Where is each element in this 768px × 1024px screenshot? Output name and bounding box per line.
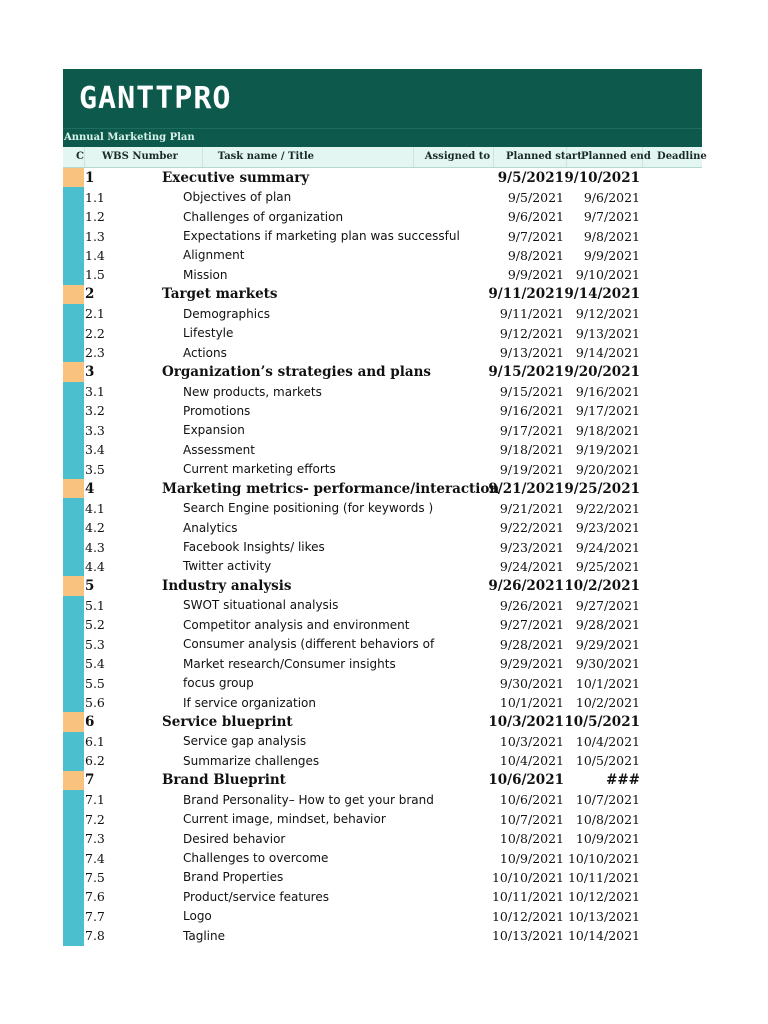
wbs-number-cell[interactable]: 4.3 bbox=[85, 539, 105, 555]
wbs-number-cell[interactable]: 3.5 bbox=[85, 461, 105, 477]
wbs-number-cell[interactable]: 7.3 bbox=[85, 831, 105, 847]
planned-end-cell[interactable]: 9/7/2021 bbox=[583, 209, 640, 225]
column-header-start[interactable]: Planned start bbox=[494, 147, 567, 167]
wbs-number-cell[interactable]: 5.4 bbox=[85, 656, 105, 672]
planned-start-cell[interactable]: 9/27/2021 bbox=[499, 617, 564, 633]
task-row[interactable] bbox=[63, 518, 702, 537]
task-name-cell[interactable]: Service blueprint bbox=[162, 713, 293, 730]
planned-start-cell[interactable]: 9/15/2021 bbox=[488, 364, 564, 381]
wbs-number-cell[interactable]: 7.1 bbox=[85, 792, 105, 808]
planned-start-cell[interactable]: 10/12/2021 bbox=[491, 908, 564, 924]
task-name-cell[interactable]: Logo bbox=[183, 909, 212, 924]
row-color-marker[interactable] bbox=[63, 596, 84, 615]
planned-end-cell[interactable]: 9/30/2021 bbox=[575, 656, 640, 672]
phase-row[interactable] bbox=[63, 771, 702, 790]
task-row[interactable] bbox=[63, 246, 702, 265]
task-row[interactable] bbox=[63, 926, 702, 945]
phase-row[interactable] bbox=[63, 479, 702, 498]
wbs-number-cell[interactable]: 3 bbox=[85, 364, 95, 381]
wbs-number-cell[interactable]: 4.4 bbox=[85, 558, 105, 574]
phase-row[interactable] bbox=[63, 168, 702, 187]
task-name-cell[interactable]: Brand Properties bbox=[183, 870, 284, 885]
task-row[interactable] bbox=[63, 537, 702, 556]
planned-start-cell[interactable]: 10/1/2021 bbox=[499, 695, 564, 711]
planned-start-cell[interactable]: 10/3/2021 bbox=[499, 733, 564, 749]
planned-end-cell[interactable]: ### bbox=[606, 772, 640, 789]
planned-end-cell[interactable]: 10/7/2021 bbox=[575, 792, 640, 808]
wbs-number-cell[interactable]: 1 bbox=[85, 169, 95, 186]
row-color-marker[interactable] bbox=[63, 187, 84, 206]
task-name-cell[interactable]: Target markets bbox=[162, 286, 278, 303]
wbs-number-cell[interactable]: 7.7 bbox=[85, 908, 105, 924]
task-row[interactable] bbox=[63, 829, 702, 848]
planned-start-cell[interactable]: 9/26/2021 bbox=[488, 577, 564, 594]
wbs-number-cell[interactable]: 3.2 bbox=[85, 403, 105, 419]
task-row[interactable] bbox=[63, 907, 702, 926]
task-row[interactable] bbox=[63, 187, 702, 206]
task-name-cell[interactable]: Executive summary bbox=[162, 169, 310, 186]
wbs-number-cell[interactable]: 7.4 bbox=[85, 850, 105, 866]
planned-end-cell[interactable]: 9/14/2021 bbox=[575, 345, 640, 361]
task-row[interactable] bbox=[63, 751, 702, 770]
wbs-number-cell[interactable]: 1.2 bbox=[85, 209, 105, 225]
planned-end-cell[interactable]: 9/25/2021 bbox=[564, 480, 640, 497]
planned-start-cell[interactable]: 9/6/2021 bbox=[507, 209, 564, 225]
header-banner bbox=[63, 69, 702, 128]
row-color-marker[interactable] bbox=[63, 848, 84, 867]
task-row[interactable] bbox=[63, 732, 702, 751]
row-color-marker[interactable] bbox=[63, 576, 84, 595]
wbs-number-cell[interactable]: 5.2 bbox=[85, 617, 105, 633]
task-name-cell[interactable]: Search Engine positioning (for keywords ) bbox=[183, 501, 434, 516]
planned-start-cell[interactable]: 9/8/2021 bbox=[507, 247, 564, 263]
task-row[interactable] bbox=[63, 382, 702, 401]
planned-start-cell[interactable]: 10/9/2021 bbox=[499, 850, 564, 866]
row-color-marker[interactable] bbox=[63, 693, 84, 712]
planned-start-cell[interactable]: 9/24/2021 bbox=[499, 558, 564, 574]
planned-end-cell[interactable]: 9/10/2021 bbox=[564, 169, 640, 186]
planned-start-cell[interactable]: 9/15/2021 bbox=[499, 384, 564, 400]
wbs-number-cell[interactable]: 6.1 bbox=[85, 733, 105, 749]
task-row[interactable] bbox=[63, 421, 702, 440]
task-name-cell[interactable]: focus group bbox=[183, 676, 254, 691]
task-name-cell[interactable]: Objectives of plan bbox=[183, 190, 292, 205]
task-name-cell[interactable]: Brand Blueprint bbox=[162, 772, 286, 789]
task-name-cell[interactable]: If service organization bbox=[183, 695, 316, 710]
task-name-cell[interactable]: Brand Personality– How to get your brand bbox=[183, 792, 434, 807]
row-color-marker[interactable] bbox=[63, 907, 84, 926]
planned-start-cell[interactable]: 10/6/2021 bbox=[499, 792, 564, 808]
column-header-task[interactable]: Task name / Title bbox=[203, 147, 415, 167]
row-color-marker[interactable] bbox=[63, 246, 84, 265]
planned-start-cell[interactable]: 9/18/2021 bbox=[499, 442, 564, 458]
wbs-number-cell[interactable]: 3.1 bbox=[85, 384, 105, 400]
task-row[interactable] bbox=[63, 460, 702, 479]
planned-end-cell[interactable]: 10/2/2021 bbox=[575, 695, 640, 711]
wbs-number-cell[interactable]: 7.6 bbox=[85, 889, 105, 905]
task-name-cell[interactable]: Current marketing efforts bbox=[183, 462, 336, 477]
ganttpro-logo: GANTTPRO bbox=[79, 81, 232, 116]
task-name-cell[interactable]: Challenges of organization bbox=[183, 209, 344, 224]
planned-end-cell[interactable]: 9/13/2021 bbox=[575, 325, 640, 341]
wbs-number-cell[interactable]: 4.1 bbox=[85, 500, 105, 516]
wbs-number-cell[interactable]: 5.5 bbox=[85, 675, 105, 691]
planned-end-cell[interactable]: 10/11/2021 bbox=[567, 869, 640, 885]
task-name-cell[interactable]: Facebook Insights/ likes bbox=[183, 540, 325, 555]
planned-end-cell[interactable]: 9/6/2021 bbox=[583, 189, 640, 205]
planned-start-cell[interactable]: 9/9/2021 bbox=[507, 267, 564, 283]
task-name-cell[interactable]: Assessment bbox=[183, 442, 255, 457]
planned-start-cell[interactable]: 10/6/2021 bbox=[488, 772, 564, 789]
planned-end-cell[interactable]: 9/20/2021 bbox=[575, 461, 640, 477]
wbs-number-cell[interactable]: 6.2 bbox=[85, 753, 105, 769]
task-name-cell[interactable]: Analytics bbox=[183, 520, 238, 535]
task-name-cell[interactable]: Demographics bbox=[183, 306, 270, 321]
column-header-deadline[interactable]: Deadline bbox=[657, 151, 707, 162]
planned-start-cell[interactable]: 9/11/2021 bbox=[499, 306, 564, 322]
planned-start-cell[interactable]: 10/3/2021 bbox=[488, 713, 564, 730]
planned-start-cell[interactable]: 9/21/2021 bbox=[488, 480, 564, 497]
phase-row[interactable] bbox=[63, 362, 702, 381]
planned-start-cell[interactable]: 10/10/2021 bbox=[491, 869, 564, 885]
column-header-c[interactable]: C bbox=[63, 147, 85, 167]
task-name-cell[interactable]: Desired behavior bbox=[183, 831, 286, 846]
planned-end-cell[interactable]: 9/10/2021 bbox=[575, 267, 640, 283]
planned-end-cell[interactable]: 9/25/2021 bbox=[575, 558, 640, 574]
wbs-number-cell[interactable]: 5.6 bbox=[85, 695, 105, 711]
task-row[interactable] bbox=[63, 324, 702, 343]
task-row[interactable] bbox=[63, 265, 702, 284]
planned-end-cell[interactable]: 9/17/2021 bbox=[575, 403, 640, 419]
row-color-marker[interactable] bbox=[63, 226, 84, 245]
row-color-marker[interactable] bbox=[63, 168, 84, 187]
task-name-cell[interactable]: Consumer analysis (different behaviors of bbox=[183, 637, 435, 652]
row-color-marker[interactable] bbox=[63, 518, 84, 537]
wbs-number-cell[interactable]: 5 bbox=[85, 577, 95, 594]
row-color-marker[interactable] bbox=[63, 771, 84, 790]
row-color-marker[interactable] bbox=[63, 401, 84, 420]
task-name-cell[interactable]: Tagline bbox=[183, 928, 225, 943]
row-color-marker[interactable] bbox=[63, 654, 84, 673]
task-name-cell[interactable]: Industry analysis bbox=[162, 577, 292, 594]
task-row[interactable] bbox=[63, 207, 702, 226]
planned-end-cell[interactable]: 9/8/2021 bbox=[583, 228, 640, 244]
wbs-number-cell[interactable]: 4.2 bbox=[85, 520, 105, 536]
wbs-number-cell[interactable]: 7.2 bbox=[85, 811, 105, 827]
wbs-number-cell[interactable]: 4 bbox=[85, 480, 95, 497]
task-name-cell[interactable]: New products, markets bbox=[183, 384, 322, 399]
task-row[interactable] bbox=[63, 557, 702, 576]
task-row[interactable] bbox=[63, 693, 702, 712]
task-name-cell[interactable]: Competitor analysis and environment bbox=[183, 617, 410, 632]
row-color-marker[interactable] bbox=[63, 868, 84, 887]
row-color-marker[interactable] bbox=[63, 460, 84, 479]
planned-start-cell[interactable]: 9/13/2021 bbox=[499, 345, 564, 361]
planned-end-cell[interactable]: 10/14/2021 bbox=[567, 928, 640, 944]
row-color-marker[interactable] bbox=[63, 537, 84, 556]
row-color-marker[interactable] bbox=[63, 343, 84, 362]
row-color-marker[interactable] bbox=[63, 421, 84, 440]
planned-end-cell[interactable]: 10/13/2021 bbox=[567, 908, 640, 924]
wbs-number-cell[interactable]: 1.1 bbox=[85, 189, 105, 205]
task-row[interactable] bbox=[63, 673, 702, 692]
planned-start-cell[interactable]: 9/11/2021 bbox=[488, 286, 564, 303]
wbs-number-cell[interactable]: 6 bbox=[85, 713, 95, 730]
spreadsheet bbox=[63, 69, 707, 946]
planned-end-cell[interactable]: 9/23/2021 bbox=[575, 520, 640, 536]
planned-end-cell[interactable]: 10/10/2021 bbox=[567, 850, 640, 866]
row-color-marker[interactable] bbox=[63, 285, 84, 304]
wbs-number-cell[interactable]: 7.5 bbox=[85, 869, 105, 885]
task-row[interactable] bbox=[63, 401, 702, 420]
wbs-number-cell[interactable]: 2.1 bbox=[85, 306, 105, 322]
task-row[interactable] bbox=[63, 635, 702, 654]
task-row[interactable] bbox=[63, 596, 702, 615]
column-header-row bbox=[63, 147, 707, 168]
planned-start-cell[interactable]: 9/17/2021 bbox=[499, 422, 564, 438]
task-name-cell[interactable]: Lifestyle bbox=[183, 326, 234, 341]
task-name-cell[interactable]: Challenges to overcome bbox=[183, 851, 329, 866]
row-color-marker[interactable] bbox=[63, 635, 84, 654]
task-name-cell[interactable]: Expansion bbox=[183, 423, 245, 438]
planned-start-cell[interactable]: 9/30/2021 bbox=[499, 675, 564, 691]
task-name-cell[interactable]: Summarize challenges bbox=[183, 753, 320, 768]
row-color-marker[interactable] bbox=[63, 829, 84, 848]
planned-start-cell[interactable]: 10/4/2021 bbox=[499, 753, 564, 769]
row-color-marker[interactable] bbox=[63, 362, 84, 381]
row-color-marker[interactable] bbox=[63, 712, 84, 731]
row-color-marker[interactable] bbox=[63, 479, 84, 498]
row-color-marker[interactable] bbox=[63, 557, 84, 576]
task-name-cell[interactable]: Alignment bbox=[183, 248, 245, 263]
task-row[interactable] bbox=[63, 343, 702, 362]
task-row[interactable] bbox=[63, 809, 702, 828]
planned-start-cell[interactable]: 10/11/2021 bbox=[491, 889, 564, 905]
wbs-number-cell[interactable]: 1.3 bbox=[85, 228, 105, 244]
planned-start-cell[interactable]: 9/21/2021 bbox=[499, 500, 564, 516]
planned-start-cell[interactable]: 9/5/2021 bbox=[507, 189, 564, 205]
task-row[interactable] bbox=[63, 848, 702, 867]
planned-start-cell[interactable]: 9/16/2021 bbox=[499, 403, 564, 419]
row-color-marker[interactable] bbox=[63, 304, 84, 323]
row-color-marker[interactable] bbox=[63, 265, 84, 284]
task-name-cell[interactable]: Actions bbox=[183, 345, 227, 360]
wbs-number-cell[interactable]: 7.8 bbox=[85, 928, 105, 944]
phase-row[interactable] bbox=[63, 712, 702, 731]
task-name-cell[interactable]: Market research/Consumer insights bbox=[183, 656, 396, 671]
planned-end-cell[interactable]: 9/29/2021 bbox=[575, 636, 640, 652]
column-header-assigned[interactable]: Assigned to bbox=[414, 147, 494, 167]
task-name-cell[interactable]: Mission bbox=[183, 267, 228, 282]
planned-start-cell[interactable]: 9/19/2021 bbox=[499, 461, 564, 477]
task-row[interactable] bbox=[63, 498, 702, 517]
task-row[interactable] bbox=[63, 654, 702, 673]
row-color-marker[interactable] bbox=[63, 382, 84, 401]
planned-start-cell[interactable]: 9/7/2021 bbox=[507, 228, 564, 244]
phase-row[interactable] bbox=[63, 576, 702, 595]
row-color-marker[interactable] bbox=[63, 751, 84, 770]
task-name-cell[interactable]: Service gap analysis bbox=[183, 734, 307, 749]
planned-end-cell[interactable]: 9/22/2021 bbox=[575, 500, 640, 516]
column-header-end[interactable]: Planned end bbox=[567, 147, 643, 167]
row-color-marker[interactable] bbox=[63, 926, 84, 945]
row-color-marker[interactable] bbox=[63, 673, 84, 692]
planned-end-cell[interactable]: 9/12/2021 bbox=[575, 306, 640, 322]
task-name-cell[interactable]: Twitter activity bbox=[183, 559, 272, 574]
task-row[interactable] bbox=[63, 226, 702, 245]
wbs-number-cell[interactable]: 2.2 bbox=[85, 325, 105, 341]
wbs-number-cell[interactable]: 1.4 bbox=[85, 247, 105, 263]
planned-start-cell[interactable]: 9/26/2021 bbox=[499, 597, 564, 613]
task-row[interactable] bbox=[63, 868, 702, 887]
wbs-number-cell[interactable]: 5.3 bbox=[85, 636, 105, 652]
planned-start-cell[interactable]: 10/7/2021 bbox=[499, 811, 564, 827]
planned-start-cell[interactable]: 9/28/2021 bbox=[499, 636, 564, 652]
sheet-title: Annual Marketing Plan bbox=[63, 128, 702, 147]
planned-end-cell[interactable]: 9/20/2021 bbox=[564, 364, 640, 381]
row-color-marker[interactable] bbox=[63, 732, 84, 751]
task-row[interactable] bbox=[63, 615, 702, 634]
wbs-number-cell[interactable]: 2 bbox=[85, 286, 95, 303]
task-name-cell[interactable]: Expectations if marketing plan was successful bbox=[183, 229, 460, 244]
row-color-marker[interactable] bbox=[63, 440, 84, 459]
planned-end-cell[interactable]: 9/9/2021 bbox=[583, 247, 640, 263]
phase-row[interactable] bbox=[63, 285, 702, 304]
wbs-number-cell[interactable]: 5.1 bbox=[85, 597, 105, 613]
task-row[interactable] bbox=[63, 440, 702, 459]
planned-end-cell[interactable]: 9/18/2021 bbox=[575, 422, 640, 438]
planned-end-cell[interactable]: 10/8/2021 bbox=[575, 811, 640, 827]
planned-end-cell[interactable]: 9/14/2021 bbox=[564, 286, 640, 303]
task-name-cell[interactable]: Product/service features bbox=[183, 889, 329, 904]
task-name-cell[interactable]: Organization’s strategies and plans bbox=[162, 364, 432, 381]
task-name-cell[interactable]: SWOT situational analysis bbox=[183, 598, 339, 613]
row-color-marker[interactable] bbox=[63, 498, 84, 517]
planned-end-cell[interactable]: 10/9/2021 bbox=[575, 831, 640, 847]
planned-start-cell[interactable]: 9/12/2021 bbox=[499, 325, 564, 341]
planned-end-cell[interactable]: 9/16/2021 bbox=[575, 384, 640, 400]
row-color-marker[interactable] bbox=[63, 887, 84, 906]
planned-start-cell[interactable]: 10/8/2021 bbox=[499, 831, 564, 847]
column-header-wbs[interactable]: WBS Number bbox=[85, 147, 203, 167]
wbs-number-cell[interactable]: 2.3 bbox=[85, 345, 105, 361]
task-row[interactable] bbox=[63, 304, 702, 323]
planned-end-cell[interactable]: 10/12/2021 bbox=[567, 889, 640, 905]
row-color-marker[interactable] bbox=[63, 615, 84, 634]
task-name-cell[interactable]: Promotions bbox=[183, 403, 251, 418]
planned-end-cell[interactable]: 9/28/2021 bbox=[575, 617, 640, 633]
planned-end-cell[interactable]: 10/2/2021 bbox=[564, 577, 640, 594]
planned-start-cell[interactable]: 9/23/2021 bbox=[499, 539, 564, 555]
row-color-marker[interactable] bbox=[63, 809, 84, 828]
task-table bbox=[63, 168, 702, 946]
task-row[interactable] bbox=[63, 887, 702, 906]
planned-start-cell[interactable]: 10/13/2021 bbox=[491, 928, 564, 944]
wbs-number-cell[interactable]: 3.3 bbox=[85, 422, 105, 438]
planned-start-cell[interactable]: 9/22/2021 bbox=[499, 520, 564, 536]
planned-end-cell[interactable]: 10/1/2021 bbox=[575, 675, 640, 691]
row-color-marker[interactable] bbox=[63, 324, 84, 343]
row-color-marker[interactable] bbox=[63, 790, 84, 809]
planned-start-cell[interactable]: 9/29/2021 bbox=[499, 656, 564, 672]
task-name-cell[interactable]: Current image, mindset, behavior bbox=[183, 812, 386, 827]
planned-end-cell[interactable]: 10/5/2021 bbox=[564, 713, 640, 730]
planned-end-cell[interactable]: 10/5/2021 bbox=[575, 753, 640, 769]
wbs-number-cell[interactable]: 3.4 bbox=[85, 442, 105, 458]
wbs-number-cell[interactable]: 7 bbox=[85, 772, 95, 789]
planned-end-cell[interactable]: 10/4/2021 bbox=[575, 733, 640, 749]
planned-end-cell[interactable]: 9/19/2021 bbox=[575, 442, 640, 458]
planned-start-cell[interactable]: 9/5/2021 bbox=[497, 169, 564, 186]
row-color-marker[interactable] bbox=[63, 207, 84, 226]
task-row[interactable] bbox=[63, 790, 702, 809]
wbs-number-cell[interactable]: 1.5 bbox=[85, 267, 105, 283]
planned-end-cell[interactable]: 9/24/2021 bbox=[575, 539, 640, 555]
task-name-cell[interactable]: Marketing metrics- performance/interaction bbox=[162, 480, 500, 497]
planned-end-cell[interactable]: 9/27/2021 bbox=[575, 597, 640, 613]
